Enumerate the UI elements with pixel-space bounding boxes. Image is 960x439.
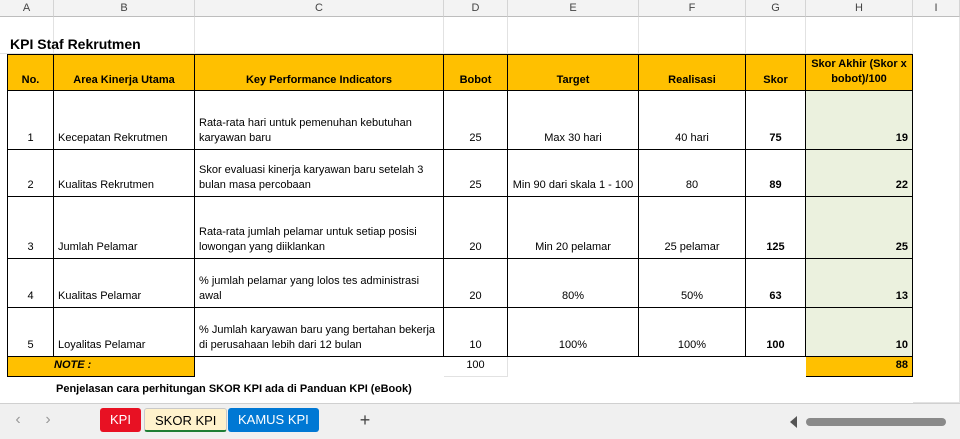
sheet-tab-bar xyxy=(0,403,960,439)
header-bobot[interactable]: Bobot xyxy=(444,54,508,91)
column-header-h[interactable]: H xyxy=(806,0,913,17)
target-cell[interactable]: Min 90 dari skala 1 - 100 xyxy=(508,150,639,197)
skor-cell[interactable]: 100 xyxy=(746,308,806,357)
next-sheet-arrow-icon[interactable]: › xyxy=(45,411,51,428)
row-number[interactable]: 1 xyxy=(7,91,54,150)
realisasi-cell[interactable]: 80 xyxy=(639,150,746,197)
realisasi-cell[interactable]: 100% xyxy=(639,308,746,357)
skor-akhir-cell[interactable]: 19 xyxy=(806,91,913,150)
header-target[interactable]: Target xyxy=(508,54,639,91)
row-number[interactable]: 3 xyxy=(7,197,54,259)
kpi-cell[interactable]: Rata-rata jumlah pelamar untuk setiap posisi lowongan yang diiklankan xyxy=(195,197,444,259)
prev-sheet-arrow-icon[interactable]: ‹ xyxy=(15,411,21,428)
skor-akhir-cell[interactable]: 10 xyxy=(806,308,913,357)
bobot-cell[interactable]: 25 xyxy=(444,150,508,197)
kpi-cell[interactable]: Rata-rata hari untuk pemenuhan kebutuhan karyawan baru xyxy=(195,91,444,150)
tab-skor-kpi[interactable]: SKOR KPI xyxy=(144,408,227,432)
skor-cell[interactable]: 75 xyxy=(746,91,806,150)
realisasi-cell[interactable]: 50% xyxy=(639,259,746,308)
column-header-d[interactable]: D xyxy=(444,0,508,17)
skor-akhir-cell[interactable]: 25 xyxy=(806,197,913,259)
note-total-skor-akhir[interactable]: 88 xyxy=(806,357,913,377)
kpi-cell[interactable]: % Jumlah karyawan baru yang bertahan bekerja di perusahaan lebih dari 12 bulan xyxy=(195,308,444,357)
header-skor[interactable]: Skor xyxy=(746,54,806,91)
realisasi-cell[interactable]: 25 pelamar xyxy=(639,197,746,259)
area-cell[interactable]: Jumlah Pelamar xyxy=(54,197,195,259)
area-cell[interactable]: Loyalitas Pelamar xyxy=(54,308,195,357)
skor-akhir-cell[interactable]: 22 xyxy=(806,150,913,197)
note-total-bobot[interactable]: 100 xyxy=(444,357,508,377)
row-number[interactable]: 5 xyxy=(7,308,54,357)
kpi-cell[interactable]: % jumlah pelamar yang lolos tes administrasi awal xyxy=(195,259,444,308)
bobot-cell[interactable]: 20 xyxy=(444,259,508,308)
column-header-e[interactable]: E xyxy=(508,0,639,17)
skor-cell[interactable]: 125 xyxy=(746,197,806,259)
target-cell[interactable]: Min 20 pelamar xyxy=(508,197,639,259)
bobot-cell[interactable]: 20 xyxy=(444,197,508,259)
tab-kamus-kpi[interactable]: KAMUS KPI xyxy=(228,408,319,432)
realisasi-cell[interactable]: 40 hari xyxy=(639,91,746,150)
area-cell[interactable]: Kualitas Pelamar xyxy=(54,259,195,308)
target-cell[interactable]: Max 30 hari xyxy=(508,91,639,150)
header-area[interactable]: Area Kinerja Utama xyxy=(54,54,195,91)
column-header-f[interactable]: F xyxy=(639,0,746,17)
scroll-left-icon[interactable] xyxy=(790,416,797,428)
skor-cell[interactable]: 89 xyxy=(746,150,806,197)
row-number[interactable]: 2 xyxy=(7,150,54,197)
target-cell[interactable]: 80% xyxy=(508,259,639,308)
column-header-b[interactable]: B xyxy=(54,0,195,17)
tab-kpi[interactable]: KPI xyxy=(100,408,141,432)
header-no[interactable]: No. xyxy=(7,54,54,91)
row-number[interactable]: 4 xyxy=(7,259,54,308)
area-cell[interactable]: Kualitas Rekrutmen xyxy=(54,150,195,197)
sheet-title: KPI Staf Rekrutmen xyxy=(10,36,141,52)
column-header-i[interactable]: I xyxy=(913,0,960,17)
header-realisasi[interactable]: Realisasi xyxy=(639,54,746,91)
target-cell[interactable]: 100% xyxy=(508,308,639,357)
kpi-cell[interactable]: Skor evaluasi kinerja karyawan baru setelah 3 bulan masa percobaan xyxy=(195,150,444,197)
column-header-g[interactable]: G xyxy=(746,0,806,17)
scrollbar-thumb[interactable] xyxy=(806,418,946,426)
column-header-c[interactable]: C xyxy=(195,0,444,17)
note-label[interactable]: NOTE : xyxy=(7,357,195,377)
header-kpi[interactable]: Key Performance Indicators xyxy=(195,54,444,91)
horizontal-scrollbar[interactable] xyxy=(790,413,955,431)
bobot-cell[interactable]: 25 xyxy=(444,91,508,150)
explanation-text: Penjelasan cara perhitungan SKOR KPI ada di Panduan KPI (eBook) xyxy=(56,383,412,395)
skor-cell[interactable]: 63 xyxy=(746,259,806,308)
area-cell[interactable]: Kecepatan Rekrutmen xyxy=(54,91,195,150)
add-sheet-button[interactable]: + xyxy=(359,410,371,430)
header-skor-akhir[interactable]: Skor Akhir (Skor x bobot)/100 xyxy=(806,54,913,91)
column-header-a[interactable]: A xyxy=(0,0,54,17)
skor-akhir-cell[interactable]: 13 xyxy=(806,259,913,308)
bobot-cell[interactable]: 10 xyxy=(444,308,508,357)
